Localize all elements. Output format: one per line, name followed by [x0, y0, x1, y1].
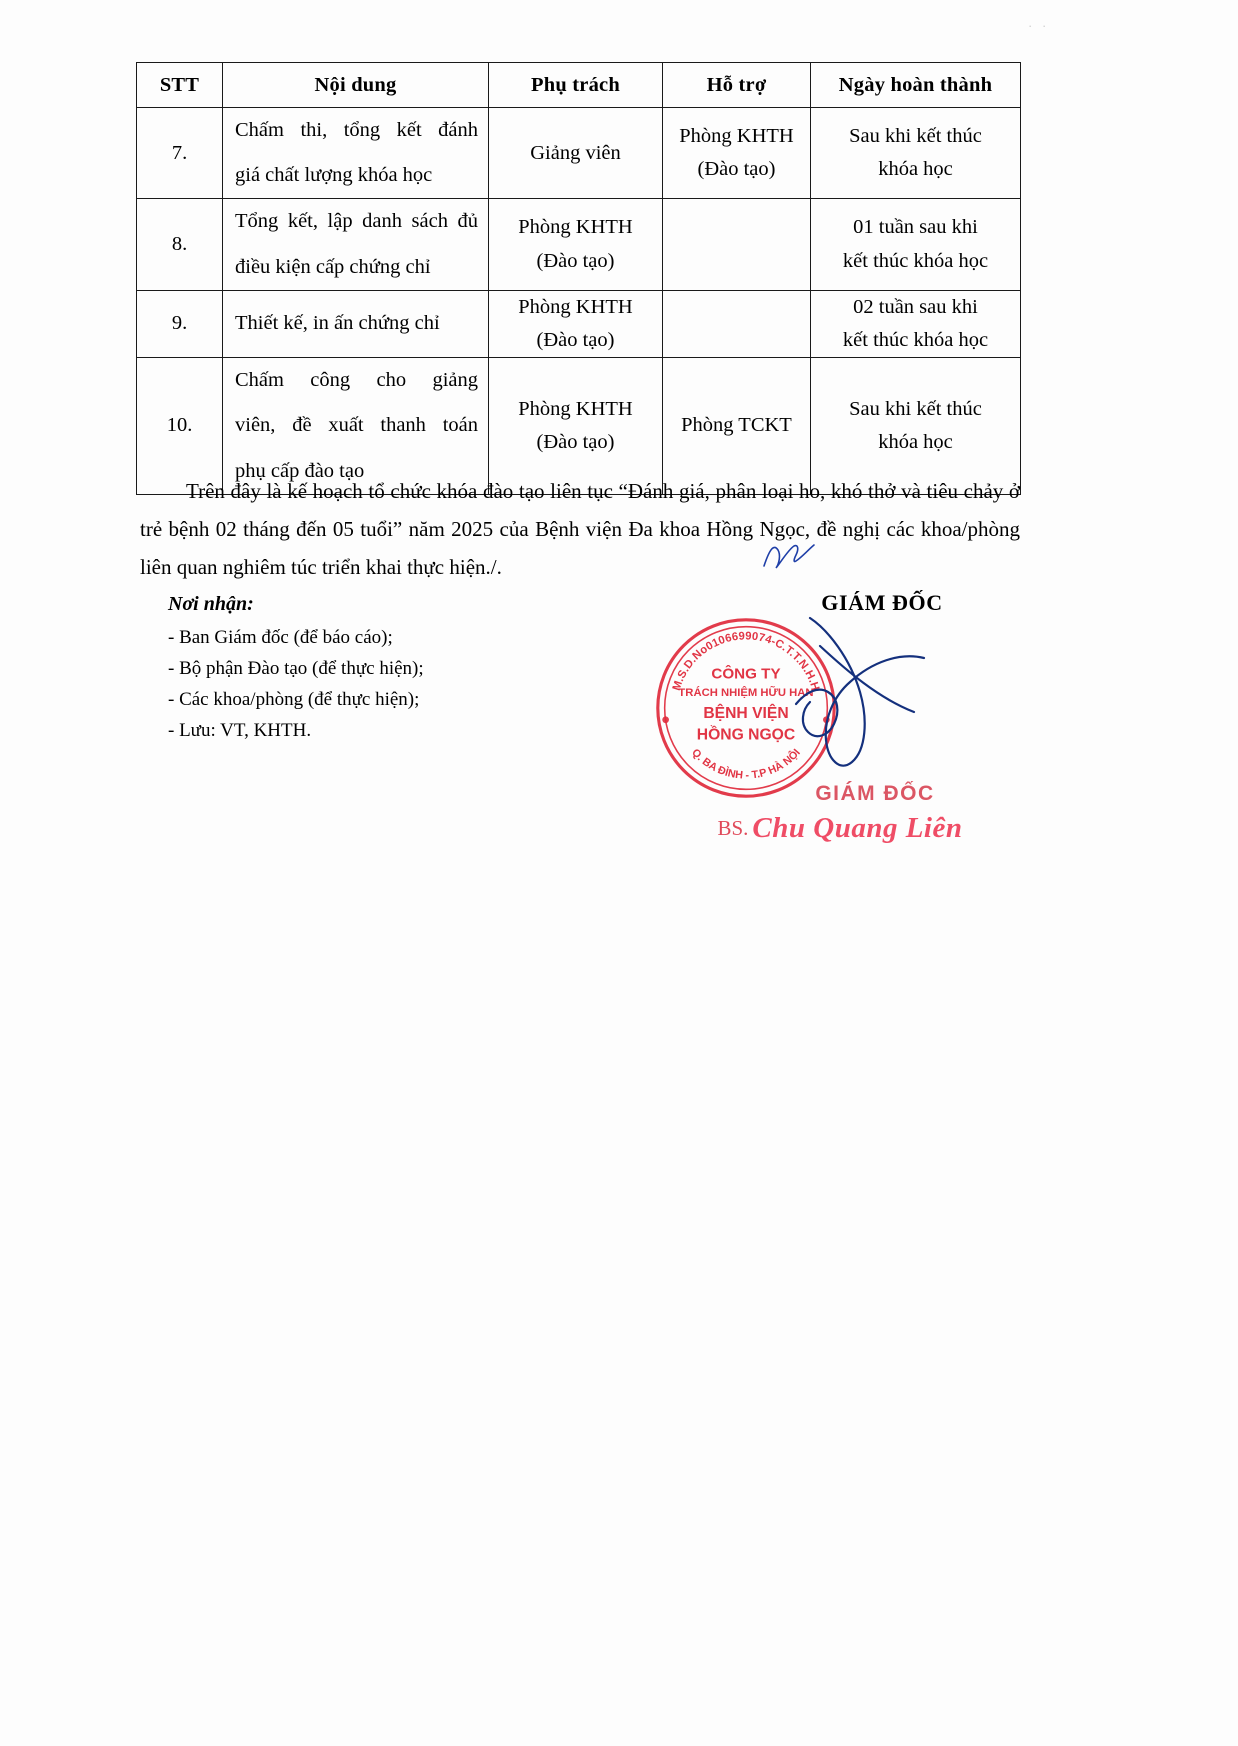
cell-line: Giảng viên [530, 141, 621, 164]
table-row [137, 108, 1021, 199]
header-stt: STT [137, 63, 223, 108]
svg-text:M.S.D.No0106699074-C.T.T.N.H.H [671, 630, 822, 692]
cell-line: Chấm công cho giảng [235, 369, 478, 392]
list-item: - Ban Giám đốc (để báo cáo); [168, 627, 393, 649]
cell-line: Sau khi kết thúc [849, 125, 982, 147]
cell-stt: 9. [137, 290, 223, 357]
cell-line: Chấm thi, tổng kết đánh [235, 119, 478, 141]
cell-line: 02 tuần sau khi [853, 295, 978, 318]
cell-line: Phòng KHTH [518, 216, 633, 239]
cell-ho-tro [663, 199, 811, 290]
header-noi-dung: Nội dung [223, 63, 489, 108]
signature-name: Chu Quang Liên [752, 812, 963, 844]
header-phu-trach: Phụ trách [489, 63, 663, 108]
cell-line: kết thúc khóa học [842, 249, 989, 272]
cell-noi-dung [223, 199, 489, 290]
table-header-row [137, 63, 1021, 108]
stamp-role-text: GIÁM ĐỐC [815, 782, 935, 805]
table-row [137, 199, 1021, 290]
closing-paragraph: Trên đây là kế hoạch tổ chức khóa đào tạo liên tục “Đánh giá, phân loại ho, khó thở và tiêu chảy ở trẻ bệnh 02 tháng đến 05 tuổi” năm 2025 của Bệnh viện Đa khoa Hồng Ngọc, đề nghị các khoa/phòng liên quan nghiêm túc triển khai thực hiện./. [140, 479, 1020, 580]
cell-line: giá chất lượng khóa học [235, 164, 433, 187]
signature-prefix: BS. [717, 816, 749, 840]
cell-stt: 8. [137, 199, 223, 290]
scan-artifact: · · [1028, 18, 1050, 33]
header-ho-tro: Hỗ trợ [663, 63, 811, 108]
cell-line: (Đào tạo) [536, 249, 615, 272]
seal-line-2: TRÁCH NHIỆM HỮU HẠN [678, 687, 814, 700]
cell-phu-trach [489, 290, 663, 357]
cell-line: phụ cấp đào tạo [235, 459, 365, 482]
cell-line: (Đào tạo) [697, 158, 776, 181]
cell-line: Sau khi kết thúc [849, 397, 982, 420]
cell-line: Phòng TCKT [681, 414, 792, 437]
seal-line-3: BỆNH VIỆN [703, 704, 789, 722]
plan-table-wrapper [136, 62, 1020, 495]
svg-text:Q. BA ĐÌNH - T.P HÀ NỘI [689, 747, 803, 782]
cell-line: Phòng KHTH [518, 295, 633, 318]
plan-table [136, 62, 1021, 495]
signature-title: GIÁM ĐỐC [821, 590, 943, 615]
cell-line: Phòng KHTH [679, 125, 794, 147]
list-item: - Bộ phận Đào tạo (để thực hiện); [168, 658, 424, 680]
cell-noi-dung [223, 108, 489, 199]
seal-line-1: CÔNG TY [711, 665, 781, 683]
recipients-title: Nơi nhận: [168, 593, 254, 615]
cell-noi-dung [223, 290, 489, 357]
cell-ngay [811, 108, 1021, 199]
cell-line: (Đào tạo) [536, 329, 615, 352]
cell-ngay [811, 290, 1021, 357]
cell-line: viên, đề xuất thanh toán [235, 414, 478, 437]
cell-line: Tổng kết, lập danh sách đủ [235, 210, 478, 233]
cell-ho-tro [663, 108, 811, 199]
cell-stt: 10. [137, 358, 223, 495]
seal-top-text: M.S.D.No0106699074-C.T.T.N.H.H [670, 630, 822, 693]
cell-stt: 7. [137, 108, 223, 199]
cell-ho-tro [663, 290, 811, 357]
signature-name-block [690, 812, 990, 845]
seal-line-4: HỒNG NGỌC [696, 726, 796, 744]
cell-line: kết thúc khóa học [842, 329, 989, 352]
cell-line: khóa học [878, 158, 953, 181]
cell-line: khóa học [878, 431, 953, 454]
official-seal-stamp [648, 610, 844, 806]
list-item: - Các khoa/phòng (để thực hiện); [168, 688, 420, 710]
cell-line: (Đào tạo) [536, 431, 615, 454]
cell-line: điều kiện cấp chứng chỉ [235, 255, 431, 278]
recipients-block [168, 588, 424, 746]
cell-line: 01 tuần sau khi [853, 216, 978, 239]
seal-bottom-text: Q. BA ĐÌNH - T.P HÀ NỘI [689, 746, 803, 782]
cell-line: Phòng KHTH [518, 397, 633, 420]
cell-phu-trach [489, 108, 663, 199]
header-ngay-hoan-thanh: Ngày hoàn thành [811, 63, 1021, 108]
cell-ngay [811, 199, 1021, 290]
table-row [137, 290, 1021, 357]
list-item: - Lưu: VT, KHTH. [168, 719, 312, 741]
cell-phu-trach [489, 199, 663, 290]
cell-line: Thiết kế, in ấn chứng chỉ [235, 312, 440, 335]
